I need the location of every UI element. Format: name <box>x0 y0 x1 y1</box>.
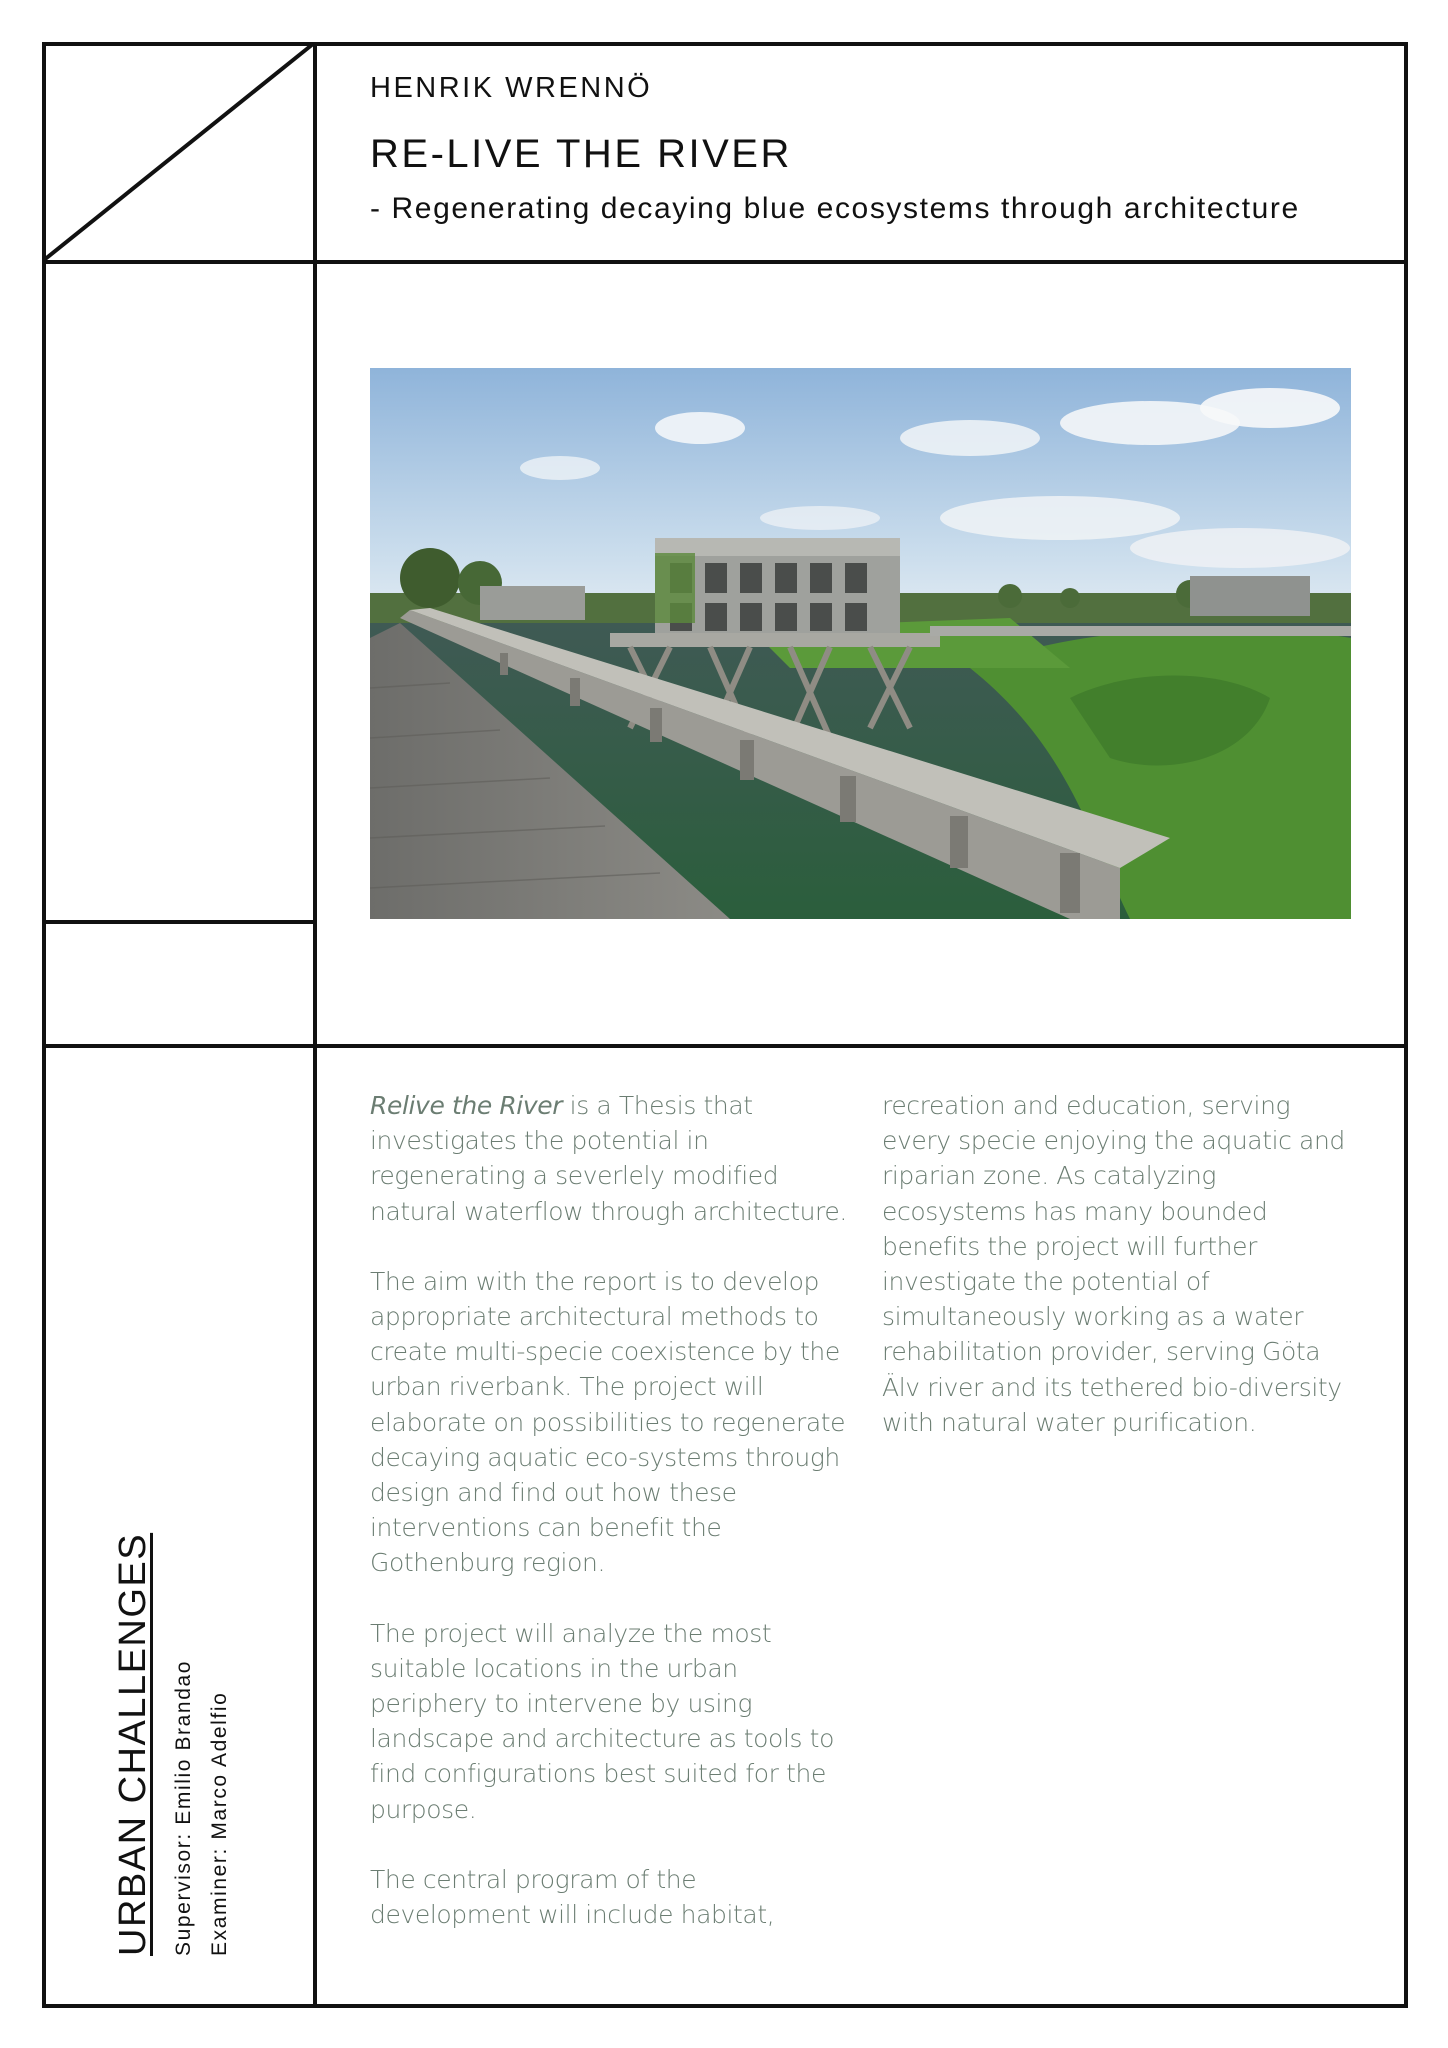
frame-vertical-divider <box>313 42 317 2008</box>
corner-diagonal <box>42 42 315 262</box>
intro-text: is a Thesis that investigates the potential in regenerating a severlely modified natural waterflow through architecture. <box>370 1091 847 1226</box>
frame-sidebar-divider <box>42 920 315 924</box>
author-name: HENRIK WRENNÖ <box>370 72 653 104</box>
body-paragraph-intro <box>370 1088 850 1229</box>
body-column-right <box>882 1088 1362 1475</box>
body-column-left <box>370 1088 850 1967</box>
thesis-title-italic: Relive the River <box>370 1091 563 1120</box>
series-label: URBAN CHALLENGES <box>112 1532 154 1956</box>
page-title: RE-LIVE THE RIVER <box>370 132 792 176</box>
body-paragraph-analysis: The project will analyze the most suitable locations in the urban periphery to intervene by using landscape and architecture as tools to find configurations best suited for the purpose. <box>370 1618 834 1824</box>
body-paragraph-program: The central program of the development will include habitat, <box>370 1864 775 1930</box>
body-paragraph-program-cont: recreation and education, serving every specie enjoying the aquatic and riparian zone. As catalyzing ecosystems has many bounded benefits the project will further investigate the potential of simultaneously working as a water rehabilitation provider, serving Göta Älv river and its tethered bio-diversity with natural water purification. <box>882 1091 1345 1437</box>
hero-rendering <box>370 368 1351 919</box>
supervisor-credit: Supervisor: Emilio Brandao <box>172 1659 195 1956</box>
frame-body-divider <box>42 1044 1408 1048</box>
examiner-credit: Examiner: Marco Adelfio <box>208 1691 231 1956</box>
body-paragraph-aim: The aim with the report is to develop appropriate architectural methods to create multi-specie coexistence by the urban riverbank. The project will elaborate on possibilities to regenerate decaying aquatic eco-systems through design and find out how these interventions can benefit the Gothenburg region. <box>370 1266 846 1578</box>
page-subtitle: - Regenerating decaying blue ecosystems through architecture <box>370 192 1300 225</box>
